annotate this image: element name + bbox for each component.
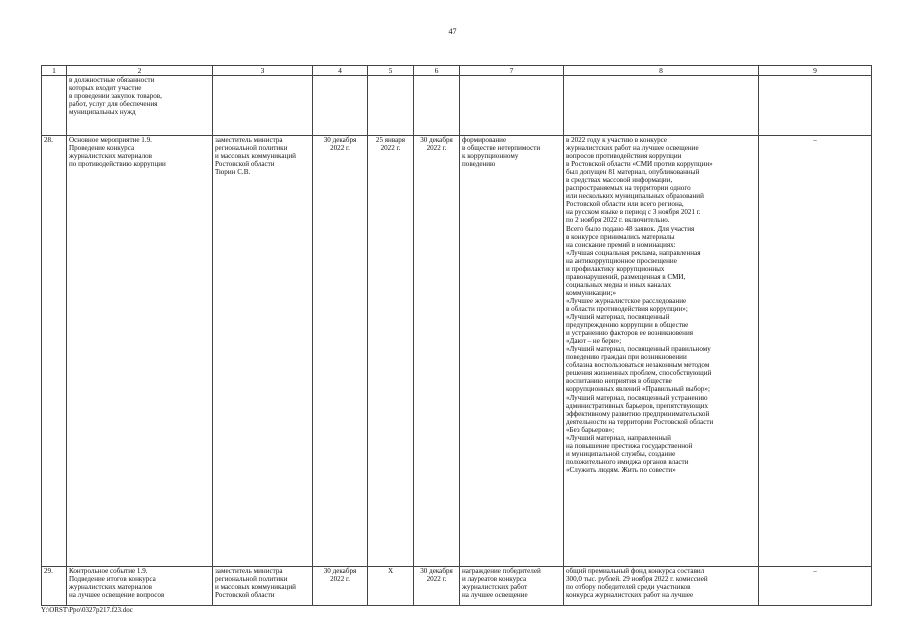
table-row (42, 136, 872, 567)
actual-result-cell: общий премиальный фонд конкурса составил 300,0 тыс. рублей. 29 ноября 2022 г. комиссией по отбору победителей среди участников конкурса журналистских работ на лучшее (564, 567, 759, 606)
end-date-cell (414, 76, 460, 136)
expected-result-cell (460, 76, 564, 136)
column-number: 1 (42, 66, 67, 76)
column-number: 2 (67, 66, 213, 76)
row-number-cell: 28. (42, 136, 67, 567)
table-row-continuation (42, 76, 872, 136)
note-cell (759, 76, 872, 136)
column-number: 3 (213, 66, 313, 76)
column-number: 8 (564, 66, 759, 76)
responsible-cell: заместитель министра региональной политики и массовых коммуникаций Ростовской области Тюрин С.В. (213, 136, 313, 567)
event-cell: Основное мероприятие 1.9. Проведение конкурса журналистских материалов по противодействию коррупции (67, 136, 213, 567)
planned-date-cell (313, 76, 368, 136)
end-date-cell: 30 декабря 2022 г. (414, 567, 460, 606)
actual-result-cell: в 2022 году к участию в конкурсе журналистских работ на лучшее освещение вопросов противодействия коррупции в Ростовской области «СМИ против коррупции» был допущен 81 материал, опубликованный в средствах массовой информации, распространяемых на территории одного или нескольких муниципальных образований Ростовской области или всего региона, на русском языке в период с 3 ноября 2021 г. по 2 ноября 2022 г. включительно. Всего было подано 48 заявок. Для участия в конкурсе принимались материалы на соискание премий в номинациях: «Лучшая социальная реклама, направленная на антикоррупционное просвещение и профилактику коррупционных правонарушений, размещенная в СМИ, социальных медиа и иных каналах коммуникации;» «Лучшее журналистское расследование в области противодействия коррупции»; «Лучший материал, посвященный предупреждению коррупции в обществе и устранению факторов ее возникновения «Дают – не бери»; «Лучший материал, посвященный правильному поведению граждан при возникновении соблазна воспользоваться незаконным методом решения жизненных проблем, способствующий воспитанию неприятия в обществе коррупционных явлений «Правильный выбор»; «Лучший материал, посвященный устранению административных барьеров, препятствующих эффективному развитию предпринимательской деятельности на территории Ростовской области «Без барьеров»; «Лучший материал, направленный на повышение престижа государственной и муниципальной службы, создание положительного имиджа органов власти «Служить людям. Жить по совести» (564, 136, 759, 567)
report-table (41, 65, 872, 606)
end-date-cell: 30 декабря 2022 г. (414, 136, 460, 567)
expected-result-cell: награждение победителей и лауреатов конкурса журналистских работ на лучшее освещение (460, 567, 564, 606)
row-number-cell (42, 76, 67, 136)
column-number: 7 (460, 66, 564, 76)
column-number: 6 (414, 66, 460, 76)
expected-result-cell: формирование в обществе нетерпимости к коррупционному поведению (460, 136, 564, 567)
event-cell: в должностные обязанности которых входит участие в проведении закупок товаров, работ, услуг для обеспечения муниципальных нужд (67, 76, 213, 136)
event-cell: Контрольное событие 1.9. Подведение итогов конкурса журналистских материалов на лучшее освещение вопросов (67, 567, 213, 606)
row-number-cell: 29. (42, 567, 67, 606)
planned-date-cell: 30 декабря 2022 г. (313, 136, 368, 567)
responsible-cell (213, 76, 313, 136)
note-cell: – (759, 567, 872, 606)
column-number-row (42, 66, 872, 76)
column-number: 9 (759, 66, 872, 76)
table-row (42, 567, 872, 606)
planned-date-cell: 30 декабря 2022 г. (313, 567, 368, 606)
column-number: 5 (368, 66, 414, 76)
start-date-cell: Х (368, 567, 414, 606)
start-date-cell (368, 76, 414, 136)
start-date-cell: 25 января 2022 г. (368, 136, 414, 567)
actual-result-cell (564, 76, 759, 136)
responsible-cell: заместитель министра региональной политики и массовых коммуникаций Ростовской области (213, 567, 313, 606)
footer-file-path: Y:\ORST\Ppo\0327p217.f23.doc (41, 606, 133, 614)
page-number: 47 (448, 27, 457, 36)
note-cell: – (759, 136, 872, 567)
column-number: 4 (313, 66, 368, 76)
